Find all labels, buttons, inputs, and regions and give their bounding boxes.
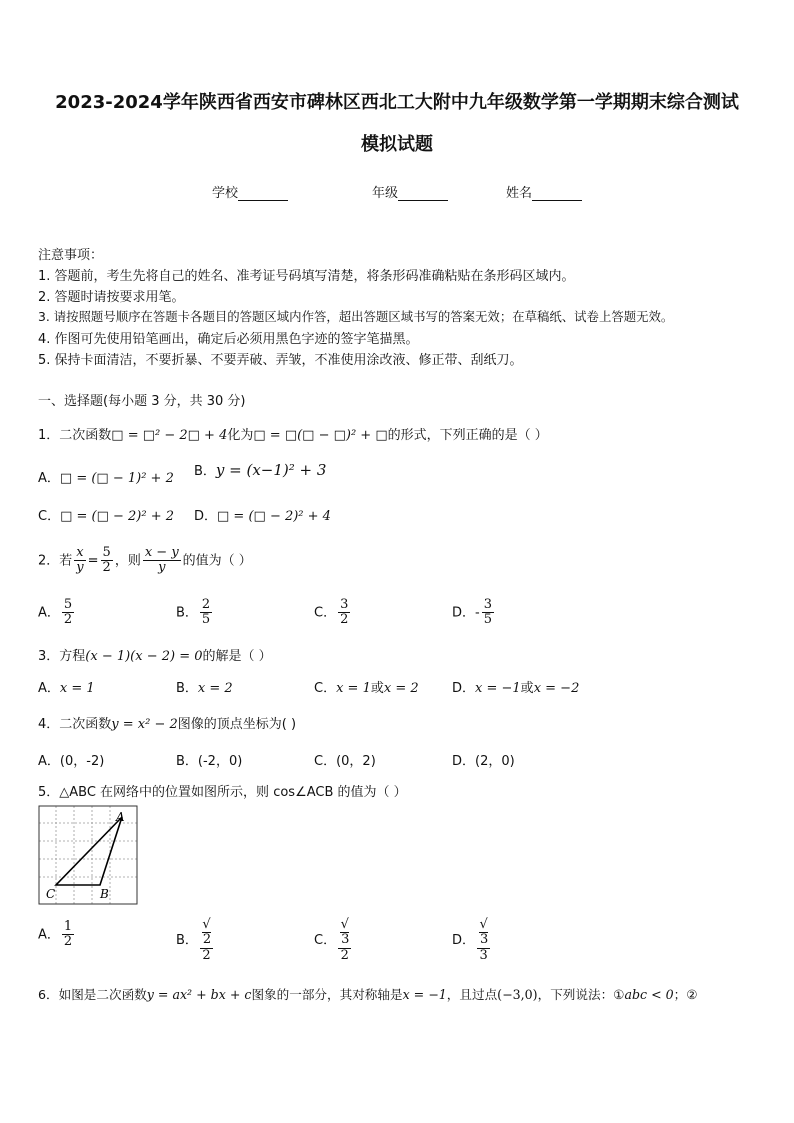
- name-blank: [532, 187, 582, 201]
- or-word: 或: [370, 681, 384, 696]
- fraction-num: [477, 918, 490, 949]
- q1-option-b: [194, 460, 326, 479]
- option-fraction: [62, 920, 74, 950]
- fraction-num: 5: [63, 597, 73, 612]
- q2-suffix: 的值为（ ）: [182, 553, 252, 569]
- fraction-num: x − y: [144, 545, 179, 560]
- fraction-5-over-2: [101, 546, 113, 576]
- option-label: D．: [452, 681, 476, 696]
- question-4: [38, 713, 296, 732]
- radicand: 3: [480, 932, 489, 948]
- option-label: A．: [38, 471, 60, 486]
- option-fraction: [482, 598, 494, 628]
- fraction-num: [338, 918, 351, 949]
- q4-option-a: [38, 750, 104, 769]
- option-fraction: [62, 598, 74, 628]
- q3-option-a: [38, 677, 95, 696]
- option-text: x = −2: [533, 681, 580, 696]
- grade-field: [372, 182, 448, 201]
- fraction-den: 5: [201, 612, 211, 628]
- q1-option-a: [38, 467, 174, 486]
- question-1: [38, 424, 548, 443]
- q6-suffix: ；②: [673, 987, 698, 1002]
- option-label: C．: [314, 605, 337, 621]
- fraction-den: 2: [102, 560, 111, 576]
- note-item: 1. 答题前，考生先将自己的姓名、准考证号码填写清楚，将条形码准确粘贴在条形码区域内。: [38, 269, 575, 284]
- note-item: 2. 答题时请按要求用笔。: [38, 290, 185, 305]
- sqrt-sign: √: [479, 917, 488, 932]
- q2-mid: ，则: [114, 553, 141, 569]
- q5-option-d: [452, 918, 492, 963]
- q2-option-a: [38, 598, 76, 628]
- q1-option-d: [194, 505, 331, 524]
- or-word: 或: [520, 681, 534, 696]
- fraction-num: [200, 918, 213, 949]
- grid-triangle-figure: [38, 805, 138, 905]
- school-label: 学校: [212, 186, 239, 201]
- fraction-den: 5: [483, 612, 492, 628]
- q5-option-c: [314, 918, 353, 963]
- q3-prefix: 3．方程: [38, 649, 86, 664]
- option-label: B．: [194, 464, 216, 479]
- fraction-num: 5: [102, 545, 111, 560]
- q4-suffix: 图像的顶点坐标为( ): [177, 717, 297, 732]
- question-6: [38, 984, 698, 1003]
- q3-expr: (x − 1)(x − 2) = 0: [85, 649, 203, 664]
- option-label: A．: [38, 754, 60, 769]
- q4-option-c: [314, 750, 376, 769]
- note-item: 5. 保持卡面清洁，不要折暴、不要弄破、弄皱，不准使用涂改液、修正带、刮纸刀。: [38, 353, 523, 368]
- option-label: C．: [38, 509, 61, 524]
- fraction-num: 3: [340, 597, 349, 612]
- fraction-den: 2: [63, 934, 73, 950]
- equals-sign: =: [87, 553, 99, 569]
- page-title-line2: 模拟试题: [361, 134, 433, 155]
- sqrt-sign: √: [340, 917, 349, 932]
- name-label: 姓名: [506, 186, 533, 201]
- note-item: 3. 请按照题号顺序在答题卡各题目的答题区域内作答，超出答题区域书写的答案无效；在草稿纸、试卷上答题无效。: [38, 309, 674, 324]
- q1-expr1: □ = □² − 2□ + 4: [111, 428, 228, 443]
- fraction-den: 2: [340, 612, 349, 628]
- option-label: D．: [452, 605, 476, 621]
- option-text: □ = (□ − 2)² + 2: [60, 509, 175, 524]
- option-label: A．: [38, 927, 60, 943]
- option-label: D．: [452, 932, 476, 948]
- q3-option-d: [452, 677, 579, 696]
- vertex-c-label: C: [46, 887, 56, 901]
- option-label: A．: [38, 605, 60, 621]
- notes-heading: 注意事项：: [38, 248, 104, 263]
- option-label: C．: [314, 681, 337, 696]
- option-text: x = −1: [475, 681, 521, 696]
- name-field: [506, 182, 582, 201]
- question-3: [38, 645, 272, 664]
- q4-option-d: [452, 750, 515, 769]
- fraction-den: y: [76, 560, 84, 576]
- q1-expr2: □ = □(□ − □)² + □: [253, 428, 388, 443]
- q6-mid1: 图象的一部分，其对称轴是: [251, 987, 403, 1002]
- q1-option-c: [38, 505, 174, 524]
- q6-mid2: ，且过点: [446, 987, 498, 1002]
- school-blank: [238, 187, 288, 201]
- option-label: B．: [176, 605, 198, 621]
- sqrt-sign: √: [202, 917, 211, 932]
- option-text: (0，-2): [59, 754, 105, 769]
- option-label: B．: [176, 932, 198, 948]
- q4-prefix: 4．二次函数: [38, 717, 112, 732]
- fraction-num: x: [76, 545, 84, 560]
- option-fraction: [477, 918, 490, 963]
- fraction-num: 1: [63, 919, 73, 934]
- grade-label: 年级: [372, 186, 399, 201]
- option-text: (0，2): [336, 754, 376, 769]
- q2-option-b: [176, 598, 214, 628]
- option-text: □ = (□ − 1)² + 2: [59, 471, 174, 486]
- option-label: D．: [194, 509, 218, 524]
- question-2: [38, 546, 252, 576]
- q6-point: (−3,0): [497, 987, 538, 1002]
- q2-prefix: 2．若: [38, 553, 73, 569]
- vertex-a-label: A: [116, 810, 125, 824]
- fraction-den: 2: [340, 947, 349, 963]
- q5-option-a: [38, 920, 76, 950]
- minus-sign: -: [475, 605, 480, 621]
- q6-axis: x = −1: [402, 987, 447, 1002]
- q2-option-c: [314, 598, 352, 628]
- q5-option-b: [176, 918, 215, 963]
- q1-suffix: 的形式，下列正确的是（ ）: [387, 428, 548, 443]
- q6-cond: abc < 0: [624, 987, 674, 1002]
- radicand: 3: [341, 932, 350, 948]
- fraction-x-minus-y-over-y: [143, 546, 181, 576]
- fraction-den: 3: [479, 947, 488, 963]
- grade-blank: [398, 187, 448, 201]
- option-text: (2，0): [475, 754, 515, 769]
- option-text: y = (x−1)² + 3: [215, 461, 327, 479]
- q1-mid: 化为: [227, 428, 254, 443]
- option-text: (-2，0): [197, 754, 243, 769]
- triangle-abc: [56, 817, 122, 885]
- fraction-den: 2: [202, 947, 211, 963]
- page-title: 2023-2024学年陕西省西安市碑林区西北工大附中九年级数学第一学期期末综合测试: [55, 92, 739, 113]
- fraction-den: y: [158, 560, 166, 576]
- q2-option-d: [452, 598, 496, 628]
- q6-prefix: 6．如图是二次函数: [38, 987, 147, 1002]
- option-text: x = 1: [336, 681, 371, 696]
- option-label: A．: [38, 681, 60, 696]
- option-label: B．: [176, 681, 198, 696]
- q1-prefix: 1．二次函数: [38, 428, 112, 443]
- q4-option-b: [176, 750, 242, 769]
- option-label: B．: [176, 754, 198, 769]
- section-heading: 一、选择题(每小题 3 分，共 30 分): [38, 394, 246, 409]
- school-field: [212, 182, 288, 201]
- option-label: C．: [314, 754, 337, 769]
- fraction-den: 2: [63, 612, 73, 628]
- option-label: C．: [314, 932, 337, 948]
- q3-suffix: 的解是（ ）: [202, 649, 272, 664]
- option-fraction: [200, 598, 212, 628]
- option-fraction: [200, 918, 213, 963]
- fraction-num: 2: [201, 597, 211, 612]
- option-fraction: [338, 918, 351, 963]
- option-text: x = 2: [197, 681, 233, 696]
- vertex-b-label: B: [100, 887, 109, 901]
- option-text: x = 1: [59, 681, 95, 696]
- fraction-num: 3: [483, 597, 492, 612]
- option-fraction: [338, 598, 350, 628]
- option-label: D．: [452, 754, 476, 769]
- q3-option-c: [314, 677, 419, 696]
- note-item: 4. 作图可先使用铅笔画出，确定后必须用黑色字迹的签字笔描黑。: [38, 332, 419, 347]
- question-5: 5．△ABC 在网络中的位置如图所示，则 cos∠ACB 的值为（ ）: [38, 785, 407, 800]
- q4-expr: y = x² − 2: [111, 717, 178, 732]
- option-text: x = 2: [383, 681, 419, 696]
- q3-option-b: [176, 677, 233, 696]
- q6-expr: y = ax² + bx + c: [146, 987, 252, 1002]
- option-text: □ = (□ − 2)² + 4: [217, 509, 331, 524]
- q6-mid3: ，下列说法：①: [537, 987, 625, 1002]
- fraction-x-over-y: [74, 546, 85, 576]
- radicand: 2: [202, 932, 212, 948]
